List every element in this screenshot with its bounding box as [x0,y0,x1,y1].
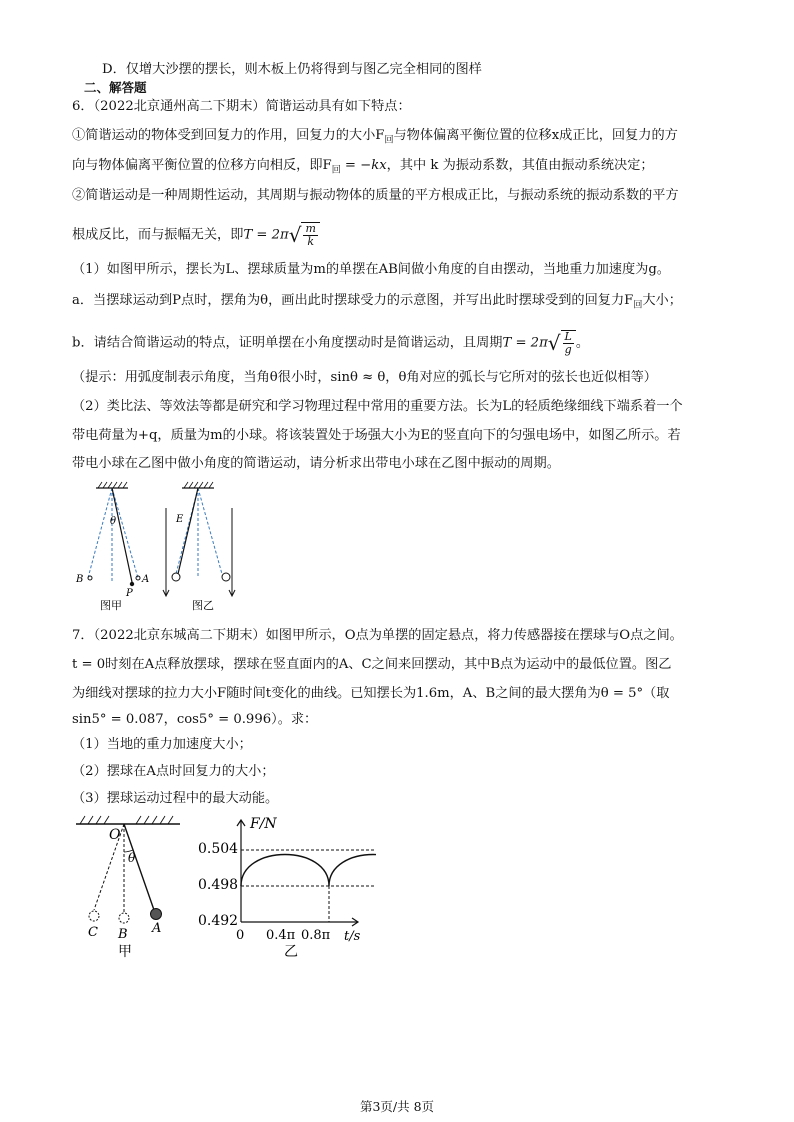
section-title: 二、解答题 [84,80,147,95]
fig-jia-caption: 图甲 [100,599,122,612]
y-tick-0: 0.492 [198,913,239,929]
chart-ylabel: F/N [250,816,277,832]
q7-force-time-chart [196,812,376,962]
q6-sub2-b: 带电荷量为+q，质量为m的小球。将该装置处于场强大小为E的竖直向下的匀强电场中，如图乙所示。若 [72,428,681,443]
pendulum-fig-yi [163,482,235,612]
chart-xlabel: t/s [344,929,361,944]
q5-option-d: D．仅增大沙摆的摆长，则木板上仍将得到与图乙完全相同的图样 [102,62,482,77]
fig-q7-label-a: A [152,921,162,936]
q6-sub-a: a．当摆球运动到P点时，摆角为θ，画出此时摆球受力的示意图，并写出此时摆球受到的回复力$F_回$大小； [72,293,682,311]
fig-yi-caption: 图乙 [192,599,214,612]
y-tick-2: 0.504 [198,841,239,857]
q7-question-1: （1）当地的重力加速度大小； [72,737,252,752]
q6-sub1: （1）如图甲所示，摆长为L、摆球质量为m的单摆在AB间做小角度的自由摆动，当地重力加速度为g。 [72,262,670,277]
q7-line2: t = 0时刻在A点释放摆球，摆球在竖直面内的A、C之间来回摆动，其中B点为运动中的最低位置。图乙 [72,657,672,672]
q6-header: 6．（2022北京通州高二下期末）简谐运动具有如下特点： [72,99,411,114]
force-curve [241,855,376,887]
q6-sub2-a: （2）类比法、等效法等都是研究和学习物理过程中常用的重要方法。长为L的轻质绝缘细线下端系着一个 [72,399,683,414]
q6-sub-b: b．请结合简谐运动的特点，证明单摆在小角度摆动时是简谐运动，且周期T = 2π√ $\frac{L}{g}$ 。 [72,330,589,356]
q7-pendulum-figure [72,812,186,962]
fig-jia-label-a: A [142,574,150,585]
fig-q7-caption-jia: 甲 [118,944,132,960]
fig-q7-label-o: O [109,827,121,843]
q6-p1a: ①简谐运动的物体受到回复力的作用，回复力的大小$F_回$与物体偏离平衡位置的位移x成正比，回复力的方 [72,128,678,146]
fig-q7-theta: θ [128,851,136,865]
fig-yi-label-e: E [176,514,184,525]
y-tick-1: 0.498 [198,877,239,893]
q6-p2a: ②简谐运动是一种周期性运动，其周期与振动物体的质量的平方根成正比，与振动系统的振动系数的平方 [72,188,679,203]
fig-q7-label-b: B [118,927,128,942]
q6-sub2-c: 带电小球在乙图中做小角度的简谐运动，请分析求出带电小球在乙图中振动的周期。 [72,456,560,471]
fig-jia-label-b: B [76,574,84,585]
q6-p1b: 向与物体偏离平衡位置的位移方向相反，即$F_回 = -kx$，其中 k 为振动系数，其值由振动系统决定； [72,158,654,176]
x-tick-1: 0.4π [266,928,296,943]
q6-hint: （提示：用弧度制表示角度，当角θ很小时，sinθ ≈ θ，θ角对应的弧长与它所对的弦长也近似相等） [72,370,657,385]
x-tick-0: 0 [236,928,245,943]
fig-q7-caption-yi: 乙 [284,944,298,960]
q6-figures [66,478,256,616]
q7-question-2: （2）摆球在A点时回复力的大小； [72,764,275,779]
fig-q7-label-c: C [88,925,98,940]
q7-question-3: （3）摆球运动过程中的最大动能。 [72,791,279,806]
pendulum-fig-jia [75,482,149,612]
q7-line1: 7．（2022北京东城高二下期末）如图甲所示，O点为单摆的固定悬点，将力传感器接在摆球与O点之间。 [72,628,683,643]
fig-jia-label-p: P [126,588,133,599]
fig-jia-theta: θ [110,516,117,527]
q7-line3: 为细线对摆球的拉力大小F随时间t变化的曲线。已知摆长为1.6m，A、B之间的最大摆角为θ = 5°（取 [72,686,670,701]
q6-p2b: 根成反比，而与振幅无关，即T = 2π√ $\frac{m}{k}$ [72,222,320,248]
page-footer: 第3页/共 8页 [359,1099,435,1114]
q7-line4: sin5° = 0.087，cos5° = 0.996）。求： [72,712,318,727]
x-tick-2: 0.8π [301,928,331,943]
